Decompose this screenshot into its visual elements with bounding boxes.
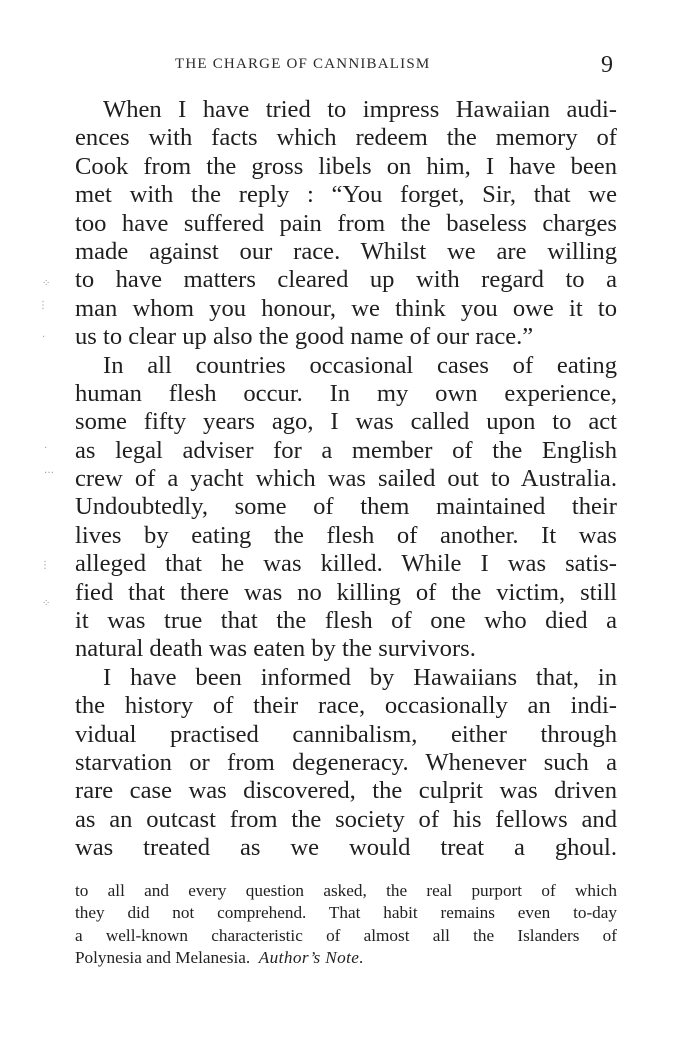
text-line: lives by eating the flesh of another. It was bbox=[75, 521, 617, 549]
running-header bbox=[0, 52, 700, 80]
text-line: too have suffered pain from the baseless charges bbox=[75, 209, 617, 237]
text-line: as an outcast from the society of his fellows and bbox=[75, 805, 617, 833]
text-line: the history of their race, occasionally an indi- bbox=[75, 692, 617, 720]
text-line: Undoubtedly, some of them maintained their bbox=[75, 493, 617, 521]
text-line: to have matters cleared up with regard to a bbox=[75, 266, 617, 294]
text-line: alleged that he was killed. While I was satis- bbox=[75, 550, 617, 578]
text-line: was treated as we would treat a ghoul. bbox=[75, 834, 617, 862]
running-title: THE CHARGE OF CANNIBALISM bbox=[175, 56, 431, 72]
text-line: as legal adviser for a member of the English bbox=[75, 436, 617, 464]
text-line: starvation or from degeneracy. Whenever such a bbox=[75, 748, 617, 776]
margin-scan-marks: ⁘ ⋮ ‧ ․ … ⋮ ⁘ bbox=[38, 278, 54, 609]
footnote-text: Polynesia and Melanesia. bbox=[75, 947, 251, 967]
footnote-line: a well-known characteristic of almost all the Islanders of bbox=[75, 925, 617, 945]
text-line: it was true that the flesh of one who died a bbox=[75, 607, 617, 635]
text-line: rare case was discovered, the culprit was driven bbox=[75, 777, 617, 805]
footnote-line-final bbox=[75, 947, 617, 969]
text-line: When I have tried to impress Hawaiian audi- bbox=[103, 96, 617, 123]
text-line: I have been informed by Hawaiians that, in bbox=[103, 663, 617, 691]
text-line: man whom you honour, we think you owe it to bbox=[75, 294, 617, 322]
text-line: some fifty years ago, I was called upon to act bbox=[75, 408, 617, 436]
text-line: In all countries occasional cases of eating bbox=[103, 351, 617, 379]
text-line: fied that there was no killing of the victim, still bbox=[75, 578, 617, 606]
text-line: made against our race. Whilst we are willing bbox=[75, 237, 617, 265]
text-line: crew of a yacht which was sailed out to Australia. bbox=[75, 465, 617, 493]
text-line: us to clear up also the good name of our race.” bbox=[75, 323, 534, 351]
text-line: Cook from the gross libels on him, I have been bbox=[75, 152, 617, 180]
text-line: natural death was eaten by the survivors. bbox=[75, 635, 476, 663]
text-line: met with the reply : “You forget, Sir, that we bbox=[75, 181, 617, 209]
body-text bbox=[75, 96, 617, 863]
text-line: human flesh occur. In my own experience, bbox=[75, 379, 617, 407]
footnote bbox=[75, 880, 617, 969]
footnote-attribution: Author’s Note. bbox=[258, 947, 365, 967]
text-line: vidual practised cannibalism, either through bbox=[75, 720, 617, 748]
page-number: 9 bbox=[601, 52, 613, 78]
footnote-line: to all and every question asked, the real purport of which bbox=[75, 881, 617, 900]
footnote-line: they did not comprehend. That habit remains even to-day bbox=[75, 903, 617, 923]
text-line: ences with facts which redeem the memory of bbox=[75, 124, 617, 152]
